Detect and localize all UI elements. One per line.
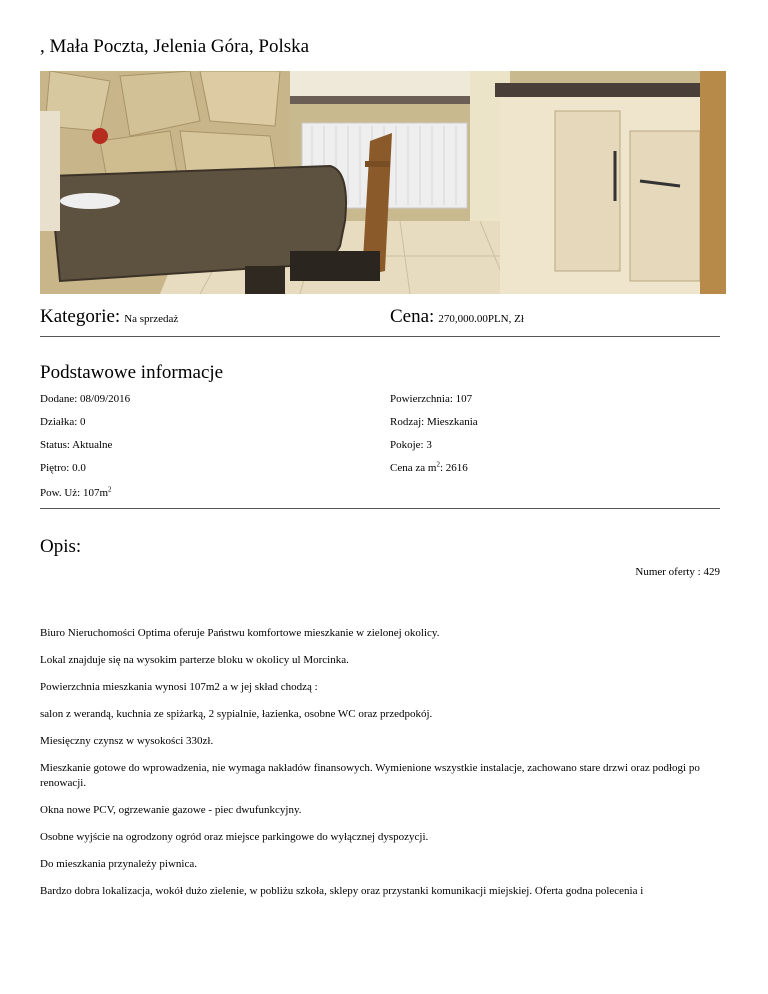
- info-status: Status: Aktualne: [40, 439, 113, 451]
- info-dzialka: Działka: 0: [40, 416, 86, 428]
- desc-paragraph: Bardzo dobra lokalizacja, wokół dużo zielenie, w pobliżu szkoła, sklepy oraz przystanki komunikacji miejskiej. Oferta godna polecenia i: [40, 885, 644, 897]
- cena-field: [390, 306, 524, 328]
- info-dodane: Dodane: 08/09/2016: [40, 393, 131, 405]
- desc-paragraph: Okna nowe PCV, ogrzewanie gazowe - piec dwufunkcyjny.: [40, 804, 302, 816]
- desc-paragraph: Mieszkanie gotowe do wprowadzenia, nie wymaga nakładów finansowych. Wymienione wszystkie instalacje, zachowano stare drzwi oraz podłogi po renowacji.: [40, 762, 700, 789]
- cena-m2-sup: 2: [436, 460, 440, 469]
- desc-paragraph: Biuro Nieruchomości Optima oferuje Państwu komfortowe mieszkanie w zielonej okolicy.: [40, 627, 440, 639]
- pow-uz-prefix: Pow. Uż: 107m: [40, 487, 109, 499]
- pow-uz-sup: 2: [108, 485, 112, 494]
- divider: [40, 336, 720, 337]
- desc-paragraph: Osobne wyjście na ogrodzony ogród oraz miejsce parkingowe do wyłącznej dyspozycji.: [40, 831, 429, 843]
- cena-m2-prefix: Cena za m: [390, 462, 437, 474]
- opis-title: Opis:: [40, 536, 82, 557]
- cena-m2-value: : 2616: [439, 462, 468, 474]
- desc-paragraph: Do mieszkania przynależy piwnica.: [40, 858, 197, 870]
- podstawowe-title: Podstawowe informacje: [40, 362, 224, 383]
- cena-label: Cena:: [390, 306, 435, 327]
- kitchen-photo-icon: [40, 71, 726, 294]
- kategorie-value: Na sprzedaż: [124, 313, 179, 325]
- desc-paragraph: Powierzchnia mieszkania wynosi 107m2 a w jej skład chodzą :: [40, 681, 318, 693]
- numer-oferty: Numer oferty : 429: [635, 566, 720, 578]
- info-pietro: Piętro: 0.0: [40, 462, 86, 474]
- divider: [40, 508, 720, 509]
- page-title: , Mała Poczta, Jelenia Góra, Polska: [40, 36, 310, 57]
- info-pow-uz: [40, 487, 112, 499]
- kategorie-label: Kategorie:: [40, 306, 121, 327]
- desc-paragraph: Miesięczny czynsz w wysokości 330zł.: [40, 735, 214, 747]
- info-pokoje: Pokoje: 3: [390, 439, 432, 451]
- desc-paragraph: salon z werandą, kuchnia ze spiżarką, 2 sypialnie, łazienka, osobne WC oraz przedpokój.: [40, 708, 433, 720]
- info-rodzaj: Rodzaj: Mieszkania: [390, 416, 478, 428]
- info-powierzchnia: Powierzchnia: 107: [390, 393, 473, 405]
- kitchen-photo: [40, 71, 726, 294]
- kategorie-field: [40, 306, 178, 328]
- desc-paragraph: Lokal znajduje się na wysokim parterze bloku w okolicy ul Morcinka.: [40, 654, 349, 666]
- info-cena-m2: [390, 462, 468, 474]
- cena-value: 270,000.00PLN, Zł: [438, 313, 524, 325]
